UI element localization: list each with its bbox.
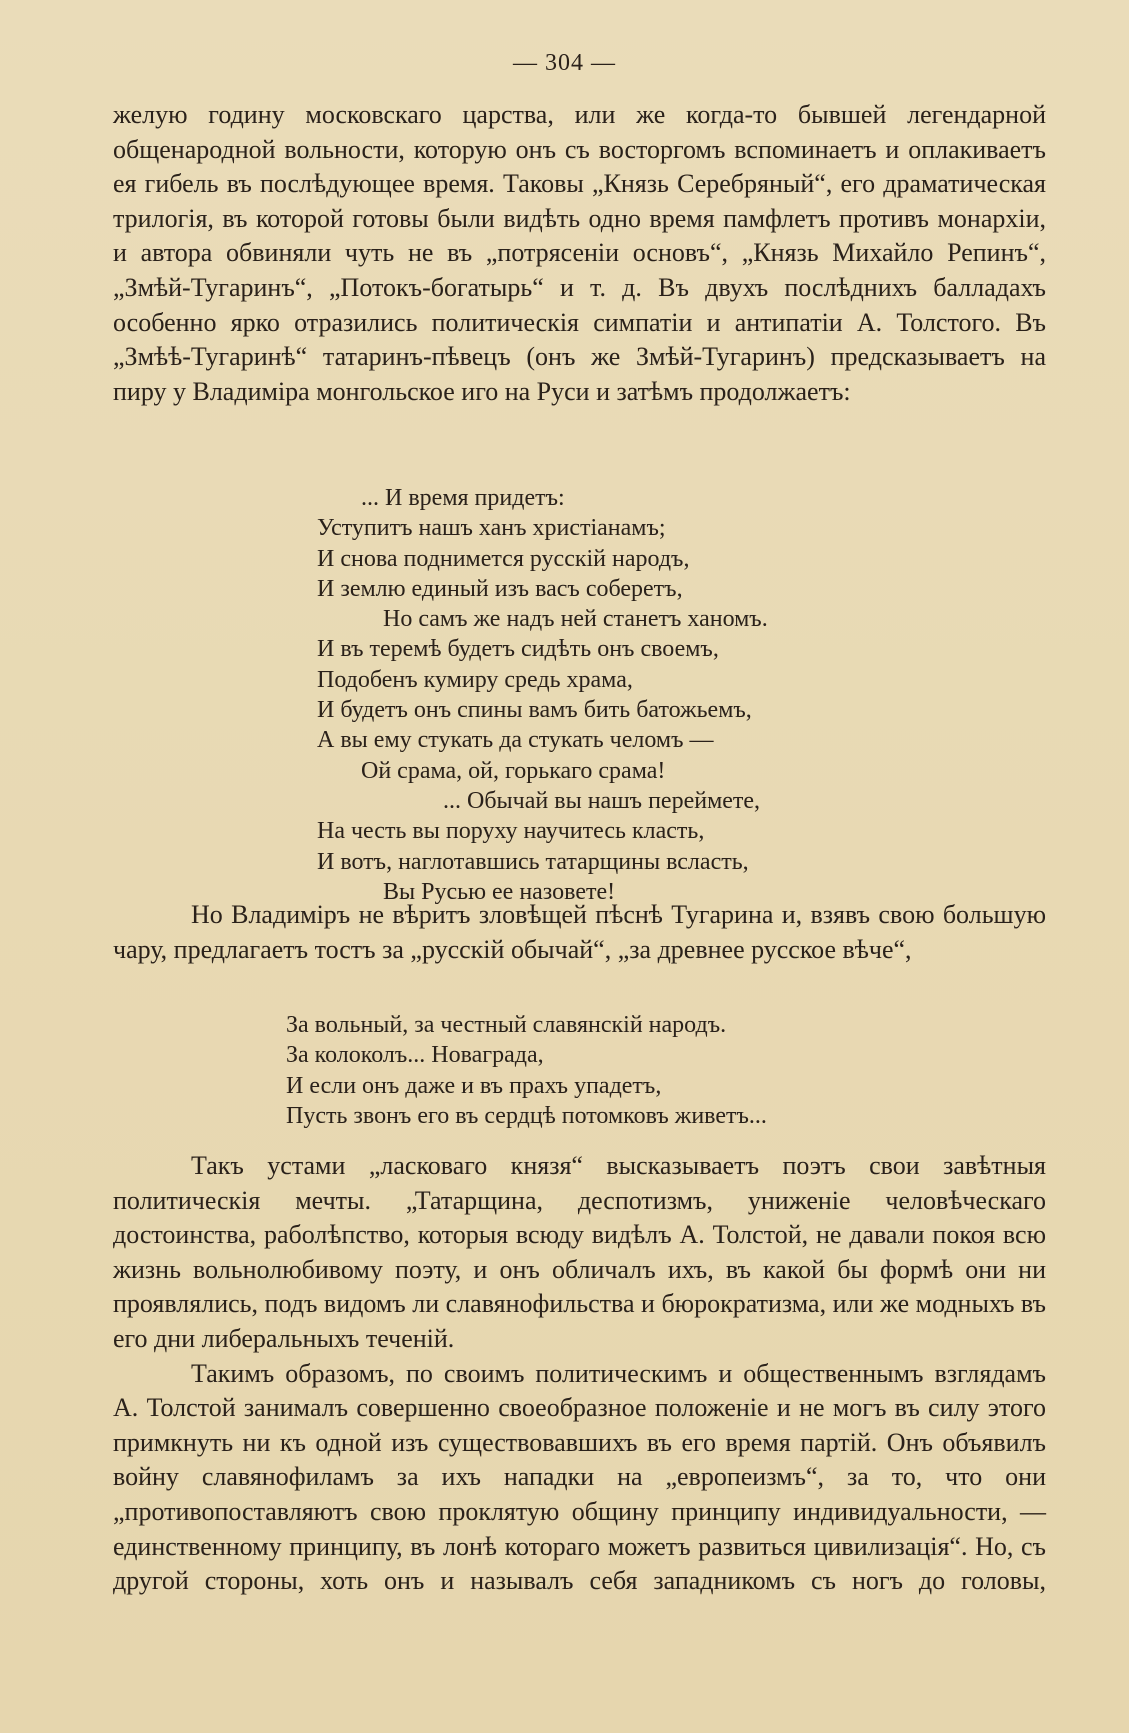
verse-line: Вы Русью ее назовете! <box>383 878 616 905</box>
page-number: — 304 — <box>513 50 616 76</box>
verse-line: И въ теремѣ будетъ сидѣть онъ своемъ, <box>317 636 719 663</box>
paragraph-continuation: желую годину московскаго царства, или же когда-то бывшей легендарной общенародной вольности, которую онъ съ восторгомъ вспоминаетъ и оплакиваетъ ея гибель въ послѣдующее время. Таковы „Князь Серебряный“, его драматическая трилогія, въ которой готовы были видѣть одно время памфлетъ противъ монархіи, и автора обвиняли чуть не въ „потрясеніи основъ“, „Князь Михайло Репинъ“, „Змѣй-Тугаринъ“, „Потокъ-богатырь“ и т. д. Въ двухъ послѣднихъ балладахъ особенно ярко отразились политическія симпатіи и антипатіи А. Толстого. Въ „Змѣѣ-Тугаринѣ“ татаринъ-пѣвецъ (онъ же Змѣй-Тугаринъ) предсказываетъ на пиру у Владиміра монгольское иго на Руси и затѣмъ продолжаетъ: <box>113 100 1046 406</box>
verse-line: За вольный, за честный славянскій народъ. <box>286 1012 727 1038</box>
verse-quote-toast <box>286 1010 767 1131</box>
verse-line: На честь вы поруху научитесь класть, <box>317 818 705 845</box>
verse-quote-tugarin <box>317 483 768 907</box>
verse-line: Уступитъ нашъ ханъ христіанамъ; <box>317 515 666 542</box>
vladimir-paragraph-block <box>113 898 1046 967</box>
verse-line: И землю единый изъ васъ соберетъ, <box>317 575 683 602</box>
verse-line: И если онъ даже и въ прахъ упадетъ, <box>286 1072 662 1099</box>
verse-line: Но самъ же надъ ней станетъ ханомъ. <box>383 606 768 633</box>
verse-line: И снова поднимется русскій народъ, <box>317 545 690 572</box>
verse-line: И будетъ онъ спины вамъ бить батожьемъ, <box>317 697 752 724</box>
verse-line: Пусть звонъ его въ сердцѣ потомковъ живетъ... <box>286 1102 767 1129</box>
paragraph-political-position: Такимъ образомъ, по своимъ политическимъ и общественнымъ взглядамъ А. Толстой занималъ совершенно своеобразное положеніе и не могъ въ силу этого примкнуть ни къ одной изъ существовавшихъ въ его время партій. Онъ объявилъ войну славянофиламъ за ихъ нападки на „европеизмъ“, за то, что они „противопоставляютъ свою проклятую общину принципу индивидуальности, — единственному принципу, въ лонѣ котораго можетъ развиться цивилизація“. Но, съ другой стороны, хоть онъ и называлъ себя западникомъ съ ногъ до головы, <box>113 1358 1046 1596</box>
opening-paragraph-block <box>113 98 1046 409</box>
paragraph-vladimir-toast: Но Владиміръ не вѣритъ зловѣщей пѣснѣ Тугарина и, взявъ свою большую чару, предлагаетъ тостъ за „русскій обычай“, „за древнее русское вѣче“, <box>113 900 1046 964</box>
verse-line: И вотъ, наглотавшись татарщины всласть, <box>317 848 749 875</box>
paragraph-political-dreams: Такъ устами „ласковаго князя“ высказываетъ поэтъ свои завѣтныя политическія мечты. „Татарщина, деспотизмъ, униженіе человѣческаго достоинства, раболѣпство, которыя всюду видѣлъ А. Толстой, не давали покоя всю жизнь вольнолюбивому поэту, и онъ обличалъ ихъ, въ какой бы формѣ они ни проявлялись, подъ видомъ ли славянофильства и бюрократизма, или же модныхъ въ его дни либеральныхъ теченій. <box>113 1151 1046 1353</box>
closing-paragraphs-block <box>113 1149 1046 1599</box>
verse-line: За колоколъ... Новаграда, <box>286 1042 544 1069</box>
verse-line: Ой срама, ой, горькаго срама! <box>361 757 666 784</box>
verse-line: А вы ему стукать да стукать челомъ — <box>317 727 714 754</box>
verse-line: ... И время придетъ: <box>361 485 565 511</box>
verse-line: Подобенъ кумиру средь храма, <box>317 666 633 693</box>
verse-line: ... Обычай вы нашъ переймете, <box>443 787 761 814</box>
